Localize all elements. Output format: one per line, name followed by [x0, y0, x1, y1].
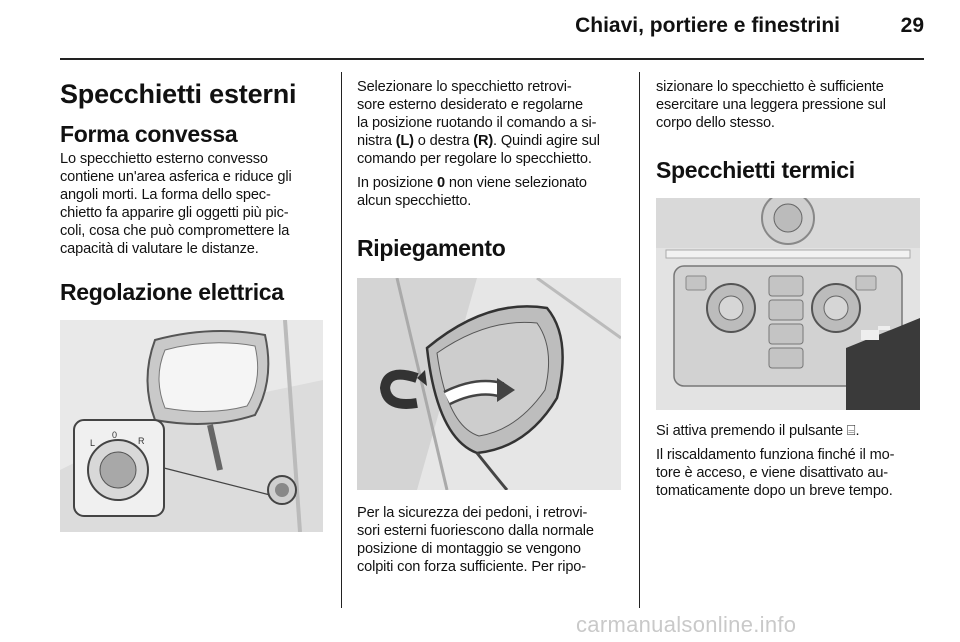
- text-line: esercitare una leggera pressione sul: [656, 97, 886, 113]
- text-fragment: nistra: [357, 133, 396, 149]
- column-divider: [341, 72, 342, 608]
- paragraph: [357, 78, 625, 168]
- text-line: contiene un'area asferica e riduce gli: [60, 169, 292, 185]
- text-line: la posizione ruotando il comando a si-: [357, 115, 597, 131]
- bold-position-zero: 0: [437, 175, 445, 191]
- svg-text:0: 0: [112, 430, 118, 440]
- paragraph: [656, 78, 922, 132]
- column-3: [656, 72, 922, 500]
- mirror-adjust-switch-icon: [60, 320, 323, 532]
- bold-label-left: (L): [395, 133, 414, 149]
- bold-label-right: (R): [473, 133, 494, 149]
- svg-text:R: R: [138, 436, 145, 446]
- text-line: Lo specchietto esterno convesso: [60, 151, 268, 167]
- text-line: coli, cosa che può compromettere la: [60, 223, 290, 239]
- text-line: sore esterno desiderato e regolarne: [357, 97, 583, 113]
- page-header: [0, 0, 960, 60]
- mirror-adjust-figure: [60, 320, 323, 532]
- text-line: sori esterni fuoriescono dalla normale: [357, 523, 594, 539]
- text-line: posizione di montaggio se vengono: [357, 541, 581, 557]
- text-line: tomaticamente dopo un breve tempo.: [656, 483, 893, 499]
- text-fragment: o destra: [413, 133, 474, 149]
- text-line: Per la sicurezza dei pedoni, i retrovi-: [357, 505, 588, 521]
- mirror-folding-icon: [357, 278, 621, 490]
- heated-mirror-figure: [656, 198, 920, 410]
- text-fragment: . Quindi agire sul: [493, 133, 600, 149]
- section-heading: Specchietti termici: [656, 157, 855, 183]
- paragraph: [357, 174, 625, 210]
- subsection-heading: Forma convessa: [60, 121, 238, 147]
- mirror-folding-figure: [357, 278, 621, 490]
- text-line: Selezionare lo specchietto retrovi-: [357, 79, 572, 95]
- page-number: 29: [900, 14, 924, 37]
- text-fragment: In posizione: [357, 175, 437, 191]
- column-divider: [639, 72, 640, 608]
- column-2: [357, 72, 625, 576]
- column-1: [60, 72, 326, 532]
- text-fragment: non viene selezionato: [444, 175, 587, 191]
- watermark: carmanualsonline.info: [576, 612, 797, 637]
- text-line: chietto fa apparire gli oggetti più pic-: [60, 205, 289, 221]
- text-line: comando per regolare lo specchietto.: [357, 151, 592, 167]
- text-line: corpo dello stesso.: [656, 115, 775, 131]
- header-divider: [60, 58, 924, 60]
- text-fragment: .: [855, 423, 860, 439]
- paragraph: [60, 150, 326, 258]
- heated-mirror-button-icon: [656, 198, 920, 410]
- svg-text:L: L: [90, 438, 96, 448]
- text-line: sizionare lo specchietto è sufficiente: [656, 79, 884, 95]
- text-line: colpiti con forza sufficiente. Per ripo-: [357, 559, 586, 575]
- section-heading: Specchietti esterni: [60, 79, 297, 109]
- subsection-heading: Regolazione elettrica: [60, 279, 284, 305]
- paragraph: [357, 504, 625, 576]
- heated-mirror-icon: ⌸: [846, 423, 856, 439]
- text-line: tore è acceso, e viene disattivato au-: [656, 465, 888, 481]
- text-fragment: Si attiva premendo il pulsante: [656, 423, 847, 439]
- header-title: Chiavi, portiere e finestrini: [575, 14, 840, 37]
- subsection-heading: Ripiegamento: [357, 235, 506, 261]
- paragraph: [656, 422, 922, 440]
- text-line: Il riscaldamento funziona finché il mo-: [656, 447, 895, 463]
- text-line: angoli morti. La forma dello spec-: [60, 187, 271, 203]
- text-line: alcun specchietto.: [357, 193, 472, 209]
- text-line: capacità di valutare le distanze.: [60, 241, 259, 257]
- paragraph: [656, 446, 922, 500]
